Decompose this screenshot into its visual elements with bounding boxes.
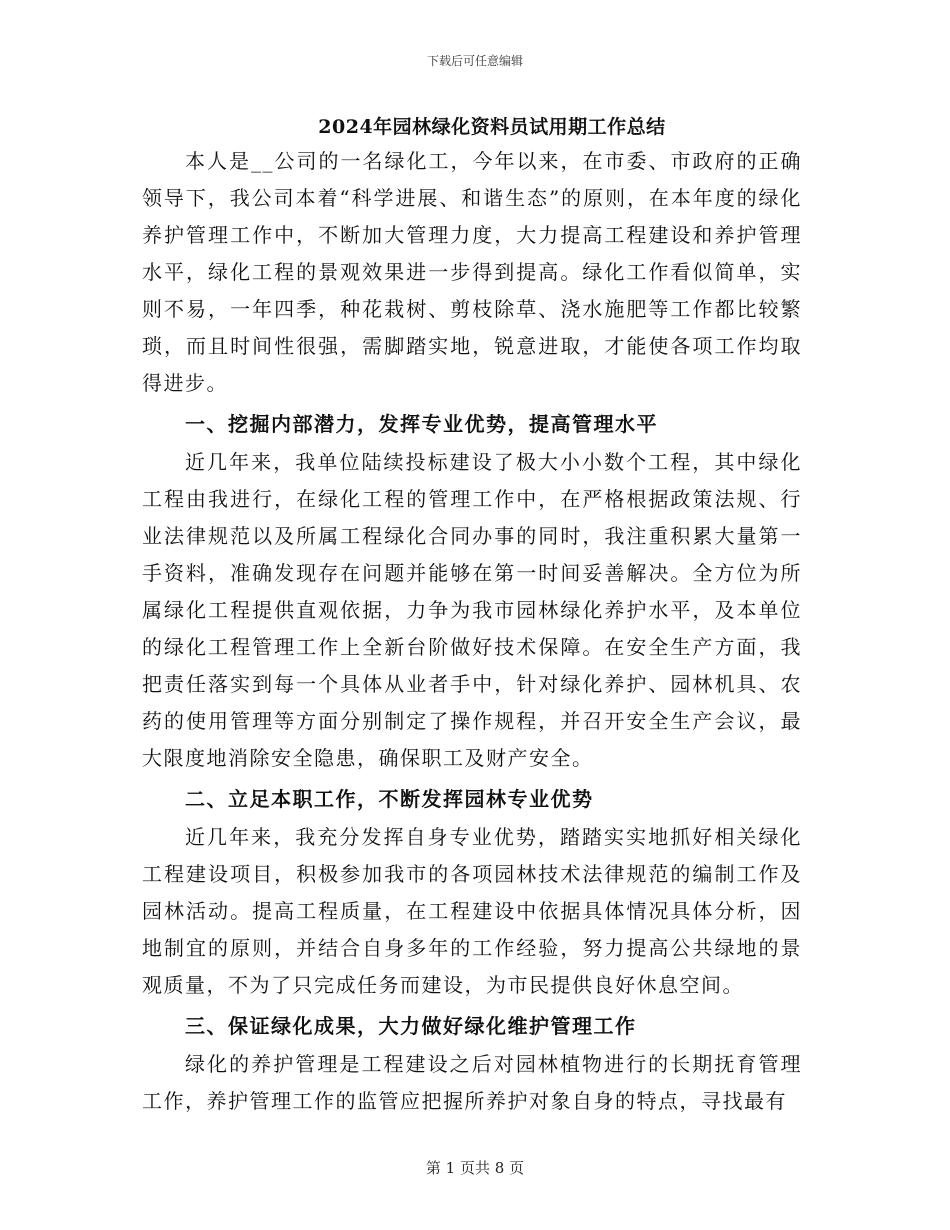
section-2-heading: 二、立足本职工作，不断发挥园林专业优势 xyxy=(185,787,594,811)
section-3-heading: 三、保证绿化成果，大力做好绿化维护管理工作 xyxy=(185,1014,637,1038)
page-header-note: 下载后可任意编辑 xyxy=(426,54,523,68)
section-1-heading: 一、挖掘内部潜力，发挥专业优势，提高管理水平 xyxy=(185,412,658,436)
document-title: 2024年园林绿化资料员试用期工作总结 xyxy=(318,116,666,138)
document-body xyxy=(142,111,802,1120)
section-1-paragraph: 近几年来，我单位陆续投标建设了极大小小数个工程，其中绿化工程由我进行，在绿化工程的管理工作中，在严格根据政策法规、行业法律规范以及所属工程绿化合同办事的同时，我注重积累大量第一手资料，准确发现存在问题并能够在第一时间妥善解决。全方位为所属绿化工程提供直观依据，力争为我市园林绿化养护水平，及本单位的绿化工程管理工作上全新台阶做好技术保障。在安全生产方面，我把责任落实到每一个具体从业者手中，针对绿化养护、园林机具、农药的使用管理等方面分别制定了操作规程，并召开安全生产会议，最大限度地消除安全隐患，确保职工及财产安全。 xyxy=(142,450,802,770)
intro-paragraph: 本人是__公司的一名绿化工，今年以来，在市委、市政府的正确领导下，我公司本着“科学进展、和谐生态”的原则，在本年度的绿化养护管理工作中，不断加大管理力度，大力提高工程建设和养护管理水平，绿化工程的景观效果进一步得到提高。绿化工作看似简单，实则不易，一年四季，种花栽树、剪枝除草、浇水施肥等工作都比较繁琐，而且时间性很强，需脚踏实地，锐意进取，才能使各项工作均取得进步。 xyxy=(142,149,802,395)
section-3-paragraph: 绿化的养护管理是工程建设之后对园林植物进行的长期抚育管理工作，养护管理工作的监管应把握所养护对象自身的特点，寻找最有 xyxy=(142,1052,802,1113)
section-2-paragraph: 近几年来，我充分发挥自身专业优势，踏踏实实地抓好相关绿化工程建设项目，积极参加我市的各项园林技术法律规范的编制工作及园林活动。提高工程质量，在工程建设中依据具体情况具体分析，因地制宜的原则，并结合自身多年的工作经验，努力提高公共绿地的景观质量，不为了只完成任务而建设，为市民提供良好休息空间。 xyxy=(142,825,802,997)
page-number: 第 1 页共 8 页 xyxy=(425,1159,525,1177)
